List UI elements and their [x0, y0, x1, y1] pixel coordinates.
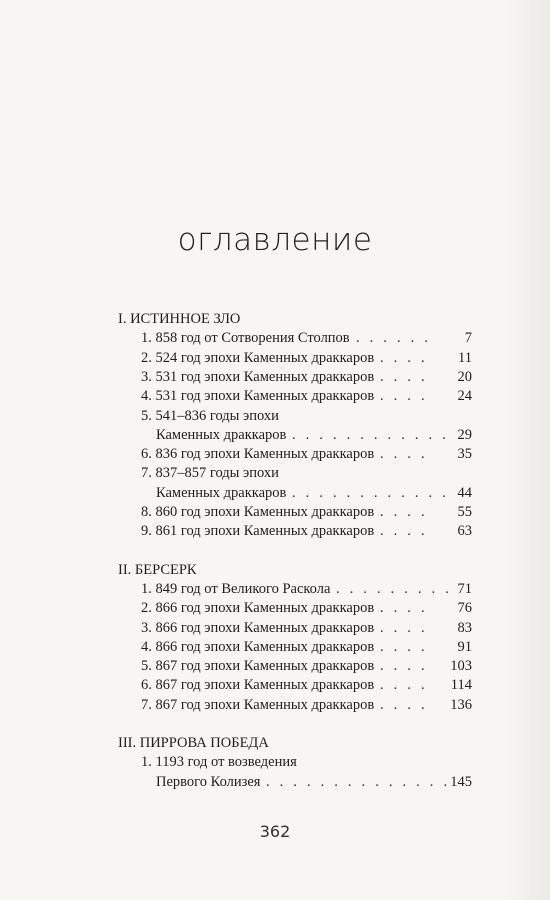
- toc-entry-title: [141, 753, 472, 772]
- toc-entry: [141, 484, 472, 503]
- entry-page-number: 83: [457, 619, 472, 636]
- toc-entry: [141, 773, 472, 792]
- toc-entry: [141, 503, 472, 522]
- entry-page-number: 71: [457, 580, 472, 597]
- leader-dots: . . . . . . . . .: [336, 580, 453, 597]
- entry-text: 2. 524 год эпохи Каменных драккаров: [141, 349, 375, 366]
- entry-text: 6. 867 год эпохи Каменных драккаров: [141, 677, 375, 694]
- toc-entry-title: [141, 464, 472, 483]
- toc-entry: [141, 368, 472, 387]
- leader-dots: . . . .: [380, 619, 428, 636]
- entry-page-number: 7: [464, 330, 472, 347]
- entry-text-continuation: Каменных драккаров: [156, 426, 287, 443]
- leader-dots: . . . .: [380, 446, 428, 463]
- toc-entry: [141, 349, 472, 368]
- entry-text: 1. 849 год от Великого Раскола: [141, 580, 331, 597]
- entry-text: 4. 531 год эпохи Каменных драккаров: [141, 388, 375, 405]
- entry-text: 3. 531 год эпохи Каменных драккаров: [141, 368, 375, 385]
- toc-entry: [141, 580, 472, 599]
- leader-dots: . . . .: [380, 368, 428, 385]
- entry-page-number: 24: [457, 388, 472, 405]
- entry-text-continuation: Каменных драккаров: [156, 484, 287, 501]
- entry-text: 8. 860 год эпохи Каменных драккаров: [141, 504, 375, 520]
- entry-page-number: 76: [457, 600, 472, 617]
- leader-dots: . . . .: [380, 658, 428, 675]
- leader-dots: . . . .: [380, 388, 428, 405]
- toc-entry: [141, 445, 472, 464]
- entry-text: 1. 858 год от Сотворения Столпов: [141, 330, 350, 347]
- leader-dots: . . . .: [380, 696, 428, 713]
- entry-page-number: 29: [457, 426, 472, 443]
- part-heading: I. ИСТИННОЕ ЗЛО: [118, 311, 241, 327]
- entry-text: 6. 836 год эпохи Каменных драккаров: [141, 446, 375, 463]
- toc-entry: [141, 676, 472, 695]
- entry-page-number: 44: [457, 484, 472, 501]
- entry-page-number: 55: [457, 504, 472, 520]
- entry-page-number: 136: [450, 696, 472, 713]
- entry-text: 3. 866 год эпохи Каменных драккаров: [141, 619, 375, 636]
- leader-dots: . . . .: [380, 638, 428, 655]
- toc-entry: [141, 638, 472, 657]
- page-title: оглавление: [177, 222, 373, 258]
- entry-text: 4. 866 год эпохи Каменных драккаров: [141, 638, 375, 655]
- entry-text: 7. 867 год эпохи Каменных драккаров: [141, 696, 375, 713]
- leader-dots: . . . .: [380, 523, 428, 540]
- toc-entry-title: [141, 407, 472, 426]
- entry-page-number: 103: [450, 658, 472, 675]
- leader-dots: . . . .: [380, 504, 428, 520]
- entry-page-number: 114: [450, 677, 472, 694]
- entry-text: 5. 541–836 годы эпохи: [141, 407, 279, 424]
- entry-text: 5. 867 год эпохи Каменных драккаров: [141, 658, 375, 675]
- entry-page-number: 35: [457, 446, 472, 463]
- entry-text: 9. 861 год эпохи Каменных драккаров: [141, 523, 375, 540]
- toc-entry: [141, 599, 472, 618]
- leader-dots: . . . . . . . . . . . . . .: [266, 773, 451, 790]
- entry-text: 2. 866 год эпохи Каменных драккаров: [141, 600, 375, 617]
- entry-page-number: 91: [457, 638, 472, 655]
- leader-dots: . . . . . .: [356, 330, 432, 347]
- toc-entry: [141, 387, 472, 406]
- entry-page-number: 20: [457, 368, 472, 385]
- leader-dots: . . . . . . . . . . . .: [292, 426, 449, 443]
- entry-page-number: 145: [450, 773, 472, 790]
- toc-entry: [141, 329, 472, 348]
- entry-text: 1. 1193 год от возведения: [141, 754, 297, 771]
- page-number: 362: [259, 822, 291, 841]
- entry-text: 7. 837–857 годы эпохи: [141, 465, 279, 482]
- toc-entry: [141, 426, 472, 445]
- toc-entry: [141, 696, 472, 715]
- leader-dots: . . . .: [380, 600, 428, 617]
- toc-entry: [141, 619, 472, 638]
- leader-dots: . . . .: [380, 349, 428, 366]
- entry-text-continuation: Первого Колизея: [156, 773, 261, 790]
- toc-entry: [141, 522, 472, 541]
- entry-page-number: 63: [457, 523, 472, 540]
- leader-dots: . . . . . . . . . . . .: [292, 484, 449, 501]
- part-heading: III. ПИРРОВА ПОБЕДА: [118, 735, 269, 751]
- entry-page-number: 11: [458, 349, 472, 366]
- leader-dots: . . . .: [380, 677, 428, 694]
- part-heading: II. БЕРСЕРК: [118, 561, 197, 578]
- toc-entry: [141, 657, 472, 676]
- page-gutter-shadow: [505, 0, 550, 900]
